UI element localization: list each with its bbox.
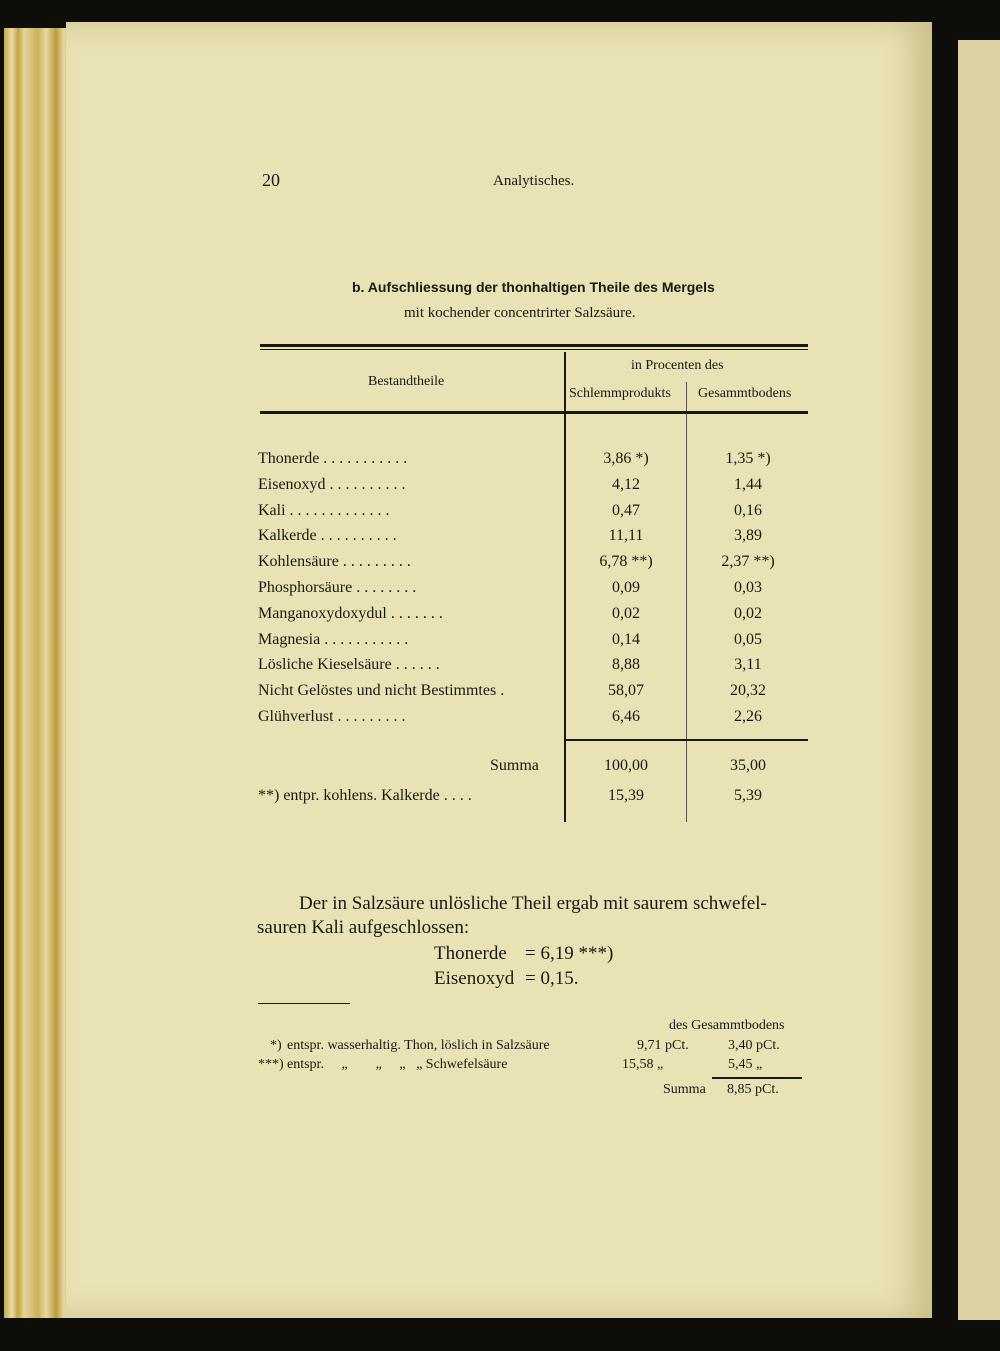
table-row-v2: 0,05 xyxy=(734,631,762,648)
body-line-1: Der in Salzsäure unlösliche Theil ergab mit saurem schwefel- xyxy=(299,893,767,914)
table-row-v2: 1,44 xyxy=(734,476,762,493)
note-row-v1: 15,39 xyxy=(608,787,644,804)
note-row-label: **) entpr. kohlens. Kalkerde . . . . xyxy=(258,787,472,804)
table-row-v1: 0,47 xyxy=(612,502,640,519)
table-top-rule-thin xyxy=(260,349,808,350)
table-row-v1: 58,07 xyxy=(608,682,644,699)
table-row-v1: 0,02 xyxy=(612,605,640,622)
summa-v1: 100,00 xyxy=(604,757,648,774)
table-row-v2: 3,11 xyxy=(734,656,762,673)
table-row-v1: 6,46 xyxy=(612,708,640,725)
page-number: 20 xyxy=(262,170,280,190)
table-row-label: Kohlensäure . . . . . . . . . xyxy=(258,553,411,570)
table-row-label: Magnesia . . . . . . . . . . . xyxy=(258,631,409,648)
table-row-v2: 0,02 xyxy=(734,605,762,622)
table-row-label: Kalkerde . . . . . . . . . . xyxy=(258,527,397,544)
fn2-v2: 5,45 „ xyxy=(728,1057,763,1072)
col-header-bestandtheile: Bestandtheile xyxy=(368,374,445,389)
table-row-v1: 11,11 xyxy=(608,527,644,544)
table-row-label: Nicht Gelöstes und nicht Bestimmtes . xyxy=(258,682,505,699)
facing-page xyxy=(958,40,1000,1320)
col-header-schlemm: Schlemmprodukts xyxy=(569,386,671,401)
table-row-v2: 1,35 *) xyxy=(725,450,771,467)
table-row-label: Thonerde . . . . . . . . . . . xyxy=(258,450,408,467)
note-row-v2: 5,39 xyxy=(734,787,762,804)
eq1-label: Thonerde xyxy=(434,943,507,964)
summa-v2: 35,00 xyxy=(730,757,766,774)
table-row-v2: 0,16 xyxy=(734,502,762,519)
table-row-v2: 2,26 xyxy=(734,708,762,725)
table-row-v2: 2,37 **) xyxy=(721,553,775,570)
body-line-2: sauren Kali aufgeschlossen: xyxy=(257,917,470,938)
table-row-label: Glühverlust . . . . . . . . . xyxy=(258,708,406,725)
summa-label: Summa xyxy=(490,757,539,774)
table-row-v2: 0,03 xyxy=(734,579,762,596)
table-row-v1: 0,09 xyxy=(612,579,640,596)
column-divider-2 xyxy=(686,382,687,822)
footnote-col-header: des Gesammtbodens xyxy=(669,1018,785,1033)
eq2-label: Eisenoxyd xyxy=(434,968,515,989)
footnote-sum-rule xyxy=(712,1077,802,1079)
col-header-gesammt: Gesammtbodens xyxy=(698,386,792,401)
table-row-v1: 8,88 xyxy=(612,656,640,673)
footnote-summa-label: Summa xyxy=(663,1082,706,1097)
table-row-v2: 3,89 xyxy=(734,527,762,544)
fn1-mark: *) xyxy=(270,1038,282,1053)
footnote-summa-value: 8,85 pCt. xyxy=(727,1082,779,1097)
table-row-label: Kali . . . . . . . . . . . . . xyxy=(258,502,390,519)
fn2-v1: 15,58 „ xyxy=(622,1057,664,1072)
page-edges xyxy=(4,28,70,1318)
section-subtitle: mit kochender concentrirter Salzsäure. xyxy=(404,305,636,321)
eq2-value: = 0,15. xyxy=(525,968,579,989)
table-row-v1: 3,86 *) xyxy=(603,450,649,467)
summa-rule xyxy=(565,739,808,741)
eq1-value: = 6,19 ***) xyxy=(525,943,614,964)
table-row-v1: 6,78 **) xyxy=(599,553,653,570)
fn2-text: entspr. „ „ „ „ Schwefelsäure xyxy=(287,1057,508,1072)
header-rule xyxy=(260,411,808,414)
fn1-v2: 3,40 pCt. xyxy=(728,1038,780,1053)
table-top-rule xyxy=(260,344,808,347)
table-row-v1: 0,14 xyxy=(612,631,640,648)
table-row-label: Phosphorsäure . . . . . . . . xyxy=(258,579,417,596)
footnote-separator xyxy=(258,1003,350,1004)
table-row-label: Lösliche Kieselsäure . . . . . . xyxy=(258,656,440,673)
fn1-text: entspr. wasserhaltig. Thon, löslich in Salzsäure xyxy=(287,1038,550,1053)
group-header: in Procenten des xyxy=(631,358,724,373)
fn1-v1: 9,71 pCt. xyxy=(637,1038,689,1053)
table-row-v2: 20,32 xyxy=(730,682,766,699)
section-title: b. Aufschliessung der thonhaltigen Theile des Mergels xyxy=(352,279,715,295)
table-row-label: Eisenoxyd . . . . . . . . . . xyxy=(258,476,406,493)
running-title: Analytisches. xyxy=(493,173,575,189)
fn2-mark: ***) xyxy=(258,1057,284,1072)
table-row-v1: 4,12 xyxy=(612,476,640,493)
table-row-label: Manganoxydoxydul . . . . . . . xyxy=(258,605,443,622)
